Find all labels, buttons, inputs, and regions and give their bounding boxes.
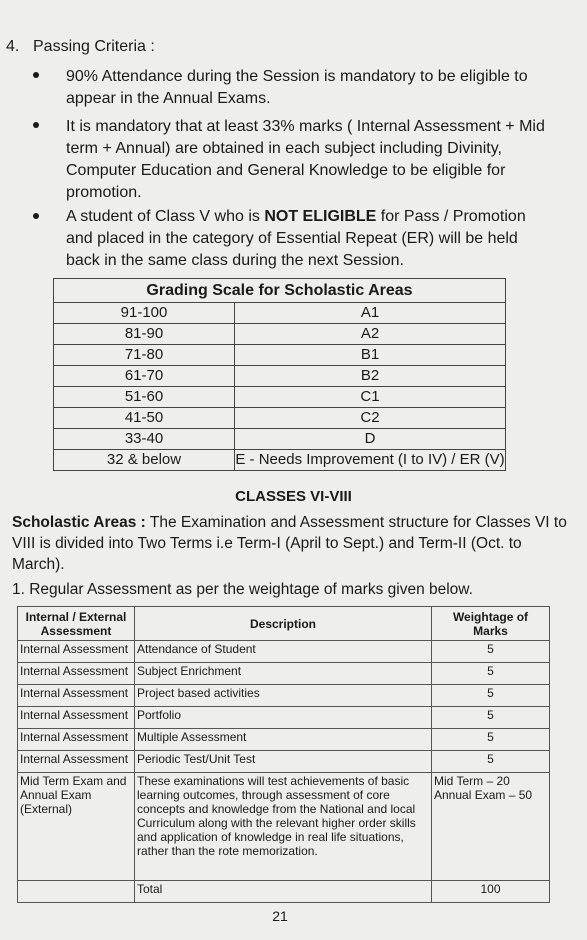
assessment-weightage: 5 — [432, 685, 550, 707]
grade-value: C1 — [235, 387, 506, 408]
grade-range: 41-50 — [54, 408, 235, 429]
grade-value: B1 — [235, 345, 506, 366]
bullet-item: 90% Attendance during the Session is mandatory to be eligible to appear in the Annual Exams. — [66, 68, 528, 107]
scholastic-label: Scholastic Areas : — [12, 514, 146, 531]
bullet-icon — [33, 122, 39, 128]
weight-annual: Annual Exam – 50 — [434, 788, 533, 802]
grade-value: D — [235, 429, 506, 450]
assessment-type: Internal Assessment — [18, 685, 135, 707]
grade-range: 81-90 — [54, 324, 235, 345]
exam-type: Mid Term Exam and Annual Exam (External) — [18, 773, 135, 881]
assessment-weightage: 5 — [432, 729, 550, 751]
bullet-icon — [33, 72, 39, 78]
grading-scale-title: Grading Scale for Scholastic Areas — [54, 279, 506, 303]
grade-range: 51-60 — [54, 387, 235, 408]
assessment-table — [17, 606, 550, 903]
grading-scale-table — [53, 278, 506, 471]
bullet-item: It is mandatory that at least 33% marks ( Internal Assessment + Mid term + Annual) are obtained in each subject including Divinity, Computer Education and General Knowledge to be eligible for promotion. — [66, 118, 545, 201]
scholastic-text: The Examination and Assessment structure for Classes VI to VIII is divided into Two Terms i.e Term-I (April to Sept.) and Term-II (Oct. to March). — [12, 514, 567, 573]
header-assessment-type: Internal / External Assessment — [18, 607, 135, 641]
grading-row — [54, 303, 506, 324]
assessment-type: Internal Assessment — [18, 707, 135, 729]
section-number: 4. — [6, 38, 20, 55]
bullet-item — [66, 206, 556, 272]
grade-range: 71-80 — [54, 345, 235, 366]
grading-row — [54, 387, 506, 408]
bullet-text: A student of Class V who is — [66, 208, 265, 225]
grade-range: 91-100 — [54, 303, 235, 324]
assessment-weightage: 5 — [432, 663, 550, 685]
grade-range: 33-40 — [54, 429, 235, 450]
assessment-type: Internal Assessment — [18, 751, 135, 773]
assessment-type: Internal Assessment — [18, 663, 135, 685]
bullet-icon — [33, 213, 39, 219]
assessment-row — [18, 751, 550, 773]
exam-weightage — [432, 773, 550, 881]
page-number: 21 — [272, 908, 288, 924]
assessment-description: Portfolio — [135, 707, 432, 729]
total-label: Total — [135, 881, 432, 903]
assessment-row — [18, 707, 550, 729]
grading-row — [54, 324, 506, 345]
header-description: Description — [135, 607, 432, 641]
grade-range: 61-70 — [54, 366, 235, 387]
bullet-bold-text: NOT ELIGIBLE — [264, 208, 377, 225]
grade-value: B2 — [235, 366, 506, 387]
header-weightage: Weightage of Marks — [432, 607, 550, 641]
regular-assessment-line: 1. Regular Assessment as per the weightage of marks given below. — [12, 581, 473, 598]
assessment-row — [18, 663, 550, 685]
grade-value: A2 — [235, 324, 506, 345]
total-empty-cell — [18, 881, 135, 903]
assessment-type: Internal Assessment — [18, 729, 135, 751]
classes-heading: CLASSES VI-VIII — [235, 488, 352, 505]
assessment-weightage: 5 — [432, 641, 550, 663]
exam-description: These examinations will test achievements of basic learning outcomes, through assessment of core concepts and knowledge from the National and local Curriculum along with the relevant higher order skills and application of knowledge in real life situations, rather than the rote memorization. — [135, 773, 432, 881]
grade-value: C2 — [235, 408, 506, 429]
grading-row — [54, 408, 506, 429]
grade-value: A1 — [235, 303, 506, 324]
assessment-weightage: 5 — [432, 707, 550, 729]
scholastic-paragraph — [12, 512, 572, 575]
assessment-description: Project based activities — [135, 685, 432, 707]
bullet-text: for Pass / Promotion and placed in the category of Essential Repeat (ER) will be held back in the same class during the next Session. — [66, 208, 526, 269]
grade-value: E - Needs Improvement (I to IV) / ER (V) — [235, 450, 506, 471]
total-value: 100 — [432, 881, 550, 903]
assessment-description: Periodic Test/Unit Test — [135, 751, 432, 773]
assessment-row — [18, 641, 550, 663]
section-title: Passing Criteria : — [33, 38, 155, 55]
assessment-weightage: 5 — [432, 751, 550, 773]
grading-row — [54, 366, 506, 387]
weight-mid-term: Mid Term – 20 — [434, 774, 510, 788]
assessment-row — [18, 729, 550, 751]
grading-row — [54, 429, 506, 450]
assessment-row — [18, 685, 550, 707]
assessment-description: Multiple Assessment — [135, 729, 432, 751]
grading-row — [54, 450, 506, 471]
grade-range: 32 & below — [54, 450, 235, 471]
assessment-description: Subject Enrichment — [135, 663, 432, 685]
assessment-description: Attendance of Student — [135, 641, 432, 663]
assessment-type: Internal Assessment — [18, 641, 135, 663]
grading-row — [54, 345, 506, 366]
